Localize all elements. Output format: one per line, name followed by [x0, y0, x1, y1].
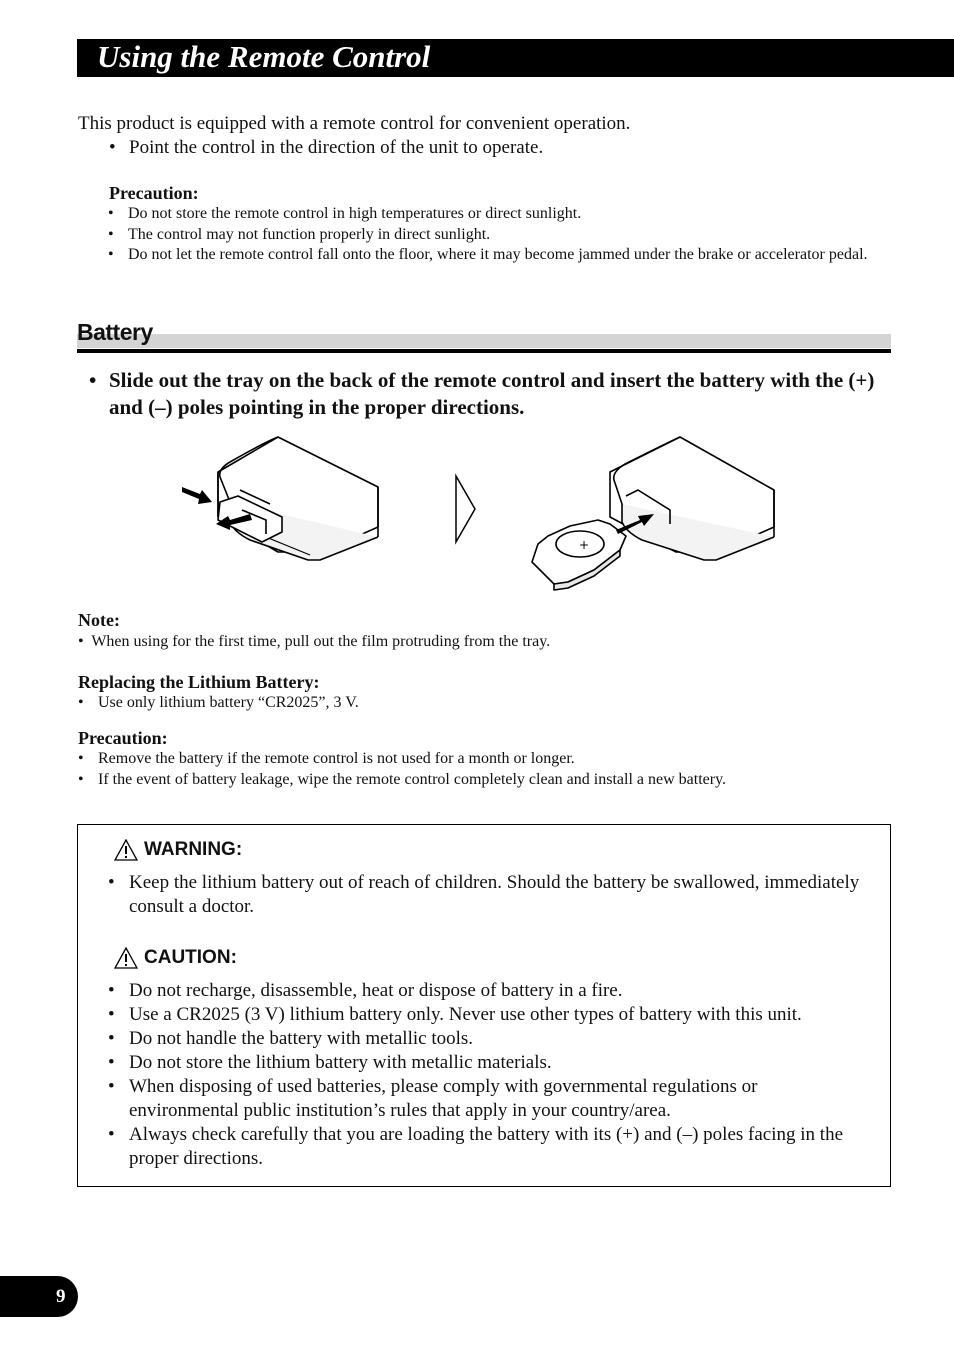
warning-triangle-icon [114, 947, 138, 969]
list-item: • Use a CR2025 (3 V) lithium battery only. Never use other types of battery with this unit. [108, 1004, 802, 1025]
list-item: • The control may not function properly in direct sunlight. [108, 225, 491, 243]
replacing-list [78, 693, 878, 714]
battery-instruction: • Slide out the tray on the back of the remote control and insert the battery with the (+) and (–) poles pointing in the proper directions. [89, 367, 889, 421]
intro-text: This product is equipped with a remote control for convenient operation. [78, 113, 631, 134]
list-item: • Do not store the remote control in high temperatures or direct sunlight. [108, 205, 582, 222]
intro-bullet-text: Point the control in the direction of the unit to operate. [129, 137, 544, 158]
precaution-block-2 [78, 727, 878, 790]
precaution-heading-2: Precaution: [78, 728, 168, 748]
list-item: • Always check carefully that you are loading the battery with its (+) and (–) poles facing in the proper directions. [108, 1124, 844, 1169]
precaution-list [108, 204, 869, 266]
page-number-tab [0, 1276, 78, 1317]
replacing-heading: Replacing the Lithium Battery: [78, 672, 320, 692]
heading-band [77, 334, 891, 348]
list-item: • Use only lithium battery “CR2025”, 3 V. [78, 694, 359, 711]
battery-illustration [170, 432, 790, 592]
warning-list [108, 871, 868, 919]
intro-bullet: • Point the control in the direction of the unit to operate. [109, 137, 544, 158]
precaution-list-2 [78, 749, 878, 790]
precaution-block [109, 182, 869, 266]
replacing-block [78, 671, 878, 714]
heading-rule [77, 349, 891, 353]
list-item: • When disposing of used batteries, please comply with governmental regulations or environmental public institution’s rules that apply in your country/area. [108, 1076, 758, 1121]
section-title-bar [77, 39, 954, 77]
list-item: • Do not let the remote control fall onto the floor, where it may become jammed under the brake or accelerator pedal. [108, 246, 868, 263]
caution-heading: CAUTION : [114, 947, 237, 969]
list-item: • Remove the battery if the remote control is not used for a month or longer. [78, 750, 575, 767]
intro-block [78, 112, 630, 160]
list-item: • Do not handle the battery with metallic tools. [108, 1028, 474, 1049]
battery-instruction-text: Slide out the tray on the back of the remote control and insert the battery with the (+) and (–) poles pointing in the proper directions. [109, 368, 875, 419]
remote-tray-out-drawing [218, 437, 378, 560]
caution-list [108, 979, 868, 1171]
plus-mark: + [578, 538, 590, 552]
warning-triangle-icon [114, 839, 138, 861]
next-step-chevron-icon [456, 476, 475, 542]
list-item: • Do not store the lithium battery with metallic materials. [108, 1052, 552, 1073]
list-item: • Keep the lithium battery out of reach of children. Should the battery be swallowed, immediately consult a doctor. [108, 872, 860, 917]
note-block [78, 609, 878, 653]
battery-section-heading [77, 316, 891, 353]
remote-battery-insert-drawing [532, 437, 774, 590]
page-title: Using the Remote Control [97, 39, 431, 74]
note-heading: Note: [78, 610, 120, 630]
warning-heading: WARNING : [114, 839, 242, 861]
list-item: • Do not recharge, disassemble, heat or dispose of battery in a fire. [108, 980, 623, 1001]
battery-heading-label: Battery [77, 319, 153, 345]
warning-caution-box [77, 824, 891, 1187]
precaution-heading: Precaution: [109, 183, 199, 203]
list-item: • If the event of battery leakage, wipe the remote control completely clean and install a new battery. [78, 770, 727, 788]
note-item: • When using for the first time, pull out the film protruding from the tray. [78, 633, 551, 650]
page-number: 9 [56, 1286, 66, 1307]
